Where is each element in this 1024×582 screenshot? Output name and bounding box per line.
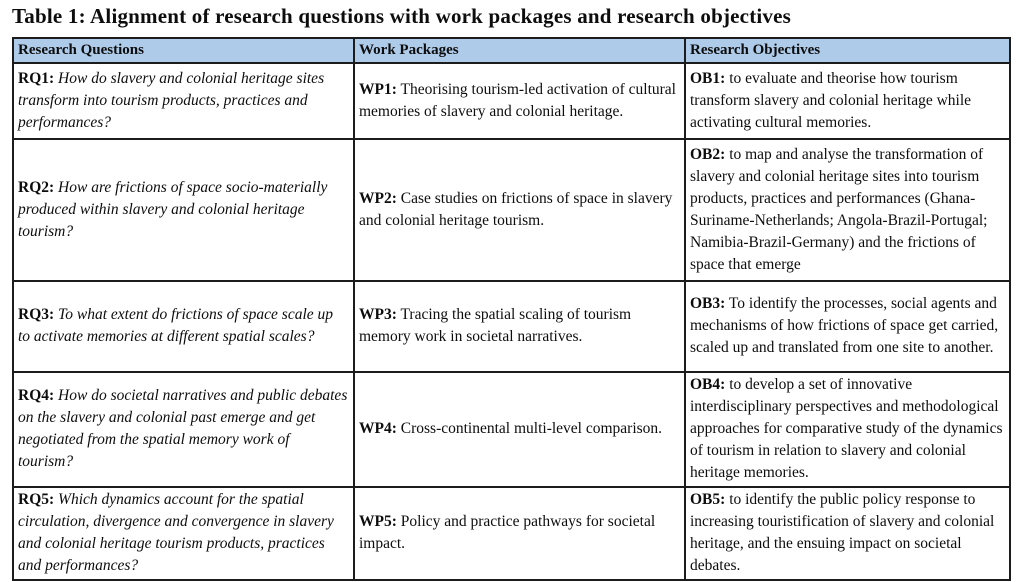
cell-text: How do slavery and colonial heritage sites transform into tourism products, practices and performances?: [18, 69, 325, 131]
cell-text: How are frictions of space socio-materially produced within slavery and colonial heritage tourism?: [18, 178, 328, 240]
table-row: [13, 63, 1010, 139]
column-header-work-packages: Work Packages: [354, 38, 685, 63]
header-row: [13, 38, 1010, 63]
cell-label: OB1:: [690, 69, 726, 87]
table-row: [13, 281, 1010, 372]
cell-label: WP5:: [359, 513, 397, 531]
wp2-cell: [354, 139, 685, 281]
cell-text: Policy and practice pathways for societal impact.: [359, 513, 656, 553]
wp3-cell: [354, 281, 685, 372]
rq3-cell: [13, 281, 354, 372]
wp4-cell: [354, 372, 685, 487]
ob5-cell: [685, 487, 1010, 580]
cell-label: OB4:: [690, 376, 726, 394]
cell-text: Case studies on frictions of space in slavery and colonial heritage tourism.: [359, 189, 673, 229]
cell-label: WP3:: [359, 306, 397, 324]
alignment-table: [12, 37, 1011, 581]
wp1-cell: [354, 63, 685, 139]
ob2-cell: [685, 139, 1010, 281]
rq5-cell: [13, 487, 354, 580]
cell-text: to map and analyse the transformation of slavery and colonial heritage sites into tourism products, practices and performances (Ghana-Suriname-Netherlands; Angola-Brazil-Portugal; Namibia-Brazil-Germany) and the frictions of space that emerge: [690, 145, 988, 273]
cell-label: OB3:: [690, 295, 726, 313]
column-header-research-questions: Research Questions: [13, 38, 354, 63]
cell-label: RQ3:: [18, 306, 55, 324]
column-header-research-objectives: Research Objectives: [685, 38, 1010, 63]
cell-label: OB5:: [690, 491, 726, 509]
cell-text: To what extent do frictions of space scale up to activate memories at different spatial scales?: [18, 306, 334, 346]
cell-label: WP2:: [359, 189, 397, 207]
table-row: [13, 487, 1010, 580]
rq1-cell: [13, 63, 354, 139]
wp5-cell: [354, 487, 685, 580]
cell-text: Which dynamics account for the spatial circulation, divergence and convergence in slavery and colonial heritage tourism products, practices and performances?: [18, 491, 334, 575]
cell-label: WP1:: [359, 80, 397, 98]
cell-label: RQ5:: [18, 491, 55, 509]
cell-text: Tracing the spatial scaling of tourism memory work in societal narratives.: [359, 306, 632, 346]
table-title: Table 1: Alignment of research questions with work packages and research objectives: [12, 4, 792, 28]
table-row: [13, 139, 1010, 281]
cell-text: Theorising tourism-led activation of cultural memories of slavery and colonial heritage.: [359, 80, 676, 120]
rq4-cell: [13, 372, 354, 487]
cell-label: RQ1:: [18, 69, 55, 87]
cell-text: To identify the processes, social agents and mechanisms of how frictions of space get carried, scaled up and translated from one site to another.: [690, 295, 999, 357]
cell-text: How do societal narratives and public debates on the slavery and colonial past emerge and get negotiated from the spatial memory work of tourism?: [18, 387, 348, 471]
cell-text: Cross-continental multi-level comparison.: [400, 420, 663, 438]
cell-text: to identify the public policy response to increasing touristification of slavery and colonial heritage, and the ensuing impact on societal debates.: [690, 491, 995, 575]
rq2-cell: [13, 139, 354, 281]
cell-label: RQ2:: [18, 178, 55, 196]
ob1-cell: [685, 63, 1010, 139]
ob3-cell: [685, 281, 1010, 372]
cell-label: RQ4:: [18, 387, 55, 405]
cell-text: to evaluate and theorise how tourism transform slavery and colonial heritage while activating cultural memories.: [690, 69, 972, 131]
ob4-cell: [685, 372, 1010, 487]
cell-label: WP4:: [359, 420, 397, 438]
table-row: [13, 372, 1010, 487]
cell-label: OB2:: [690, 145, 726, 163]
cell-text: to develop a set of innovative interdisciplinary perspectives and methodological approaches for comparative study of the dynamics of tourism in relation to slavery and colonial heritage memories.: [690, 376, 1003, 482]
